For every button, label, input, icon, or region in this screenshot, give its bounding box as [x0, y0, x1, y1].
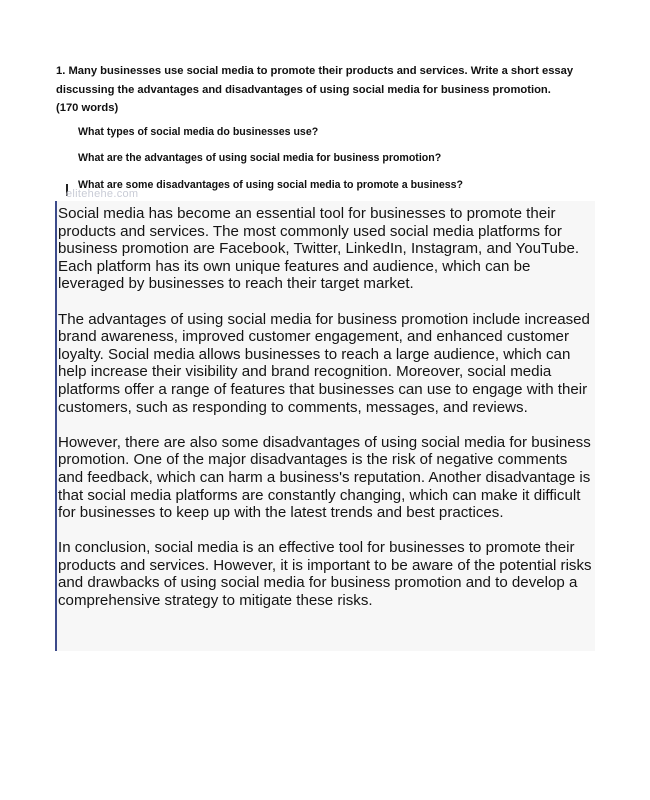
watermark: elitehehe.com [66, 188, 139, 200]
essay-body [58, 205, 592, 627]
task-prompt: 1. Many businesses use social media to promote their products and services. Write a short essay discussing the advantages and disadvantages of using social media for business promotion. (170 words) [56, 65, 574, 114]
question-2: What are the advantages of using social media for business promotion? [78, 152, 442, 165]
question-3: What are some disadvantages of using social media to promote a business? [78, 178, 464, 191]
essay-paragraph: However, there are also some disadvantages of using social media for business promotion. One of the major disadvantages is the risk of negative comments and feedback, which can harm a business's reputation. Another disadvantage is that social media platforms are constantly changing, which can make it difficult for businesses to keep up with the latest trends and best practices. [58, 433, 591, 522]
guiding-questions [78, 126, 578, 205]
essay-paragraph: Social media has become an essential tool for businesses to promote their products and services. The most commonly used social media platforms for business promotion are Facebook, Twitter, LinkedIn, Instagram, and YouTube. Each platform has its own unique features and audience, which can be leveraged by businesses to reach their target market. [58, 205, 580, 293]
essay-paragraph: The advantages of using social media for business promotion include increased brand awareness, improved customer engagement, and enhanced customer loyalty. Social media allows businesses to reach a large audience, which can help increase their visibility and brand recognition. Moreover, social media platforms offer a range of features that businesses can use to engage with their customers, such as responding to comments, messages, and reviews. [58, 310, 590, 416]
question-1: What types of social media do businesses use? [78, 126, 319, 138]
essay-paragraph: In conclusion, social media is an effective tool for businesses to promote their products and services. However, it is important to be aware of the potential risks and drawbacks of using social media for business promotion and to develop a comprehensive strategy to mitigate these risks. [58, 539, 592, 610]
